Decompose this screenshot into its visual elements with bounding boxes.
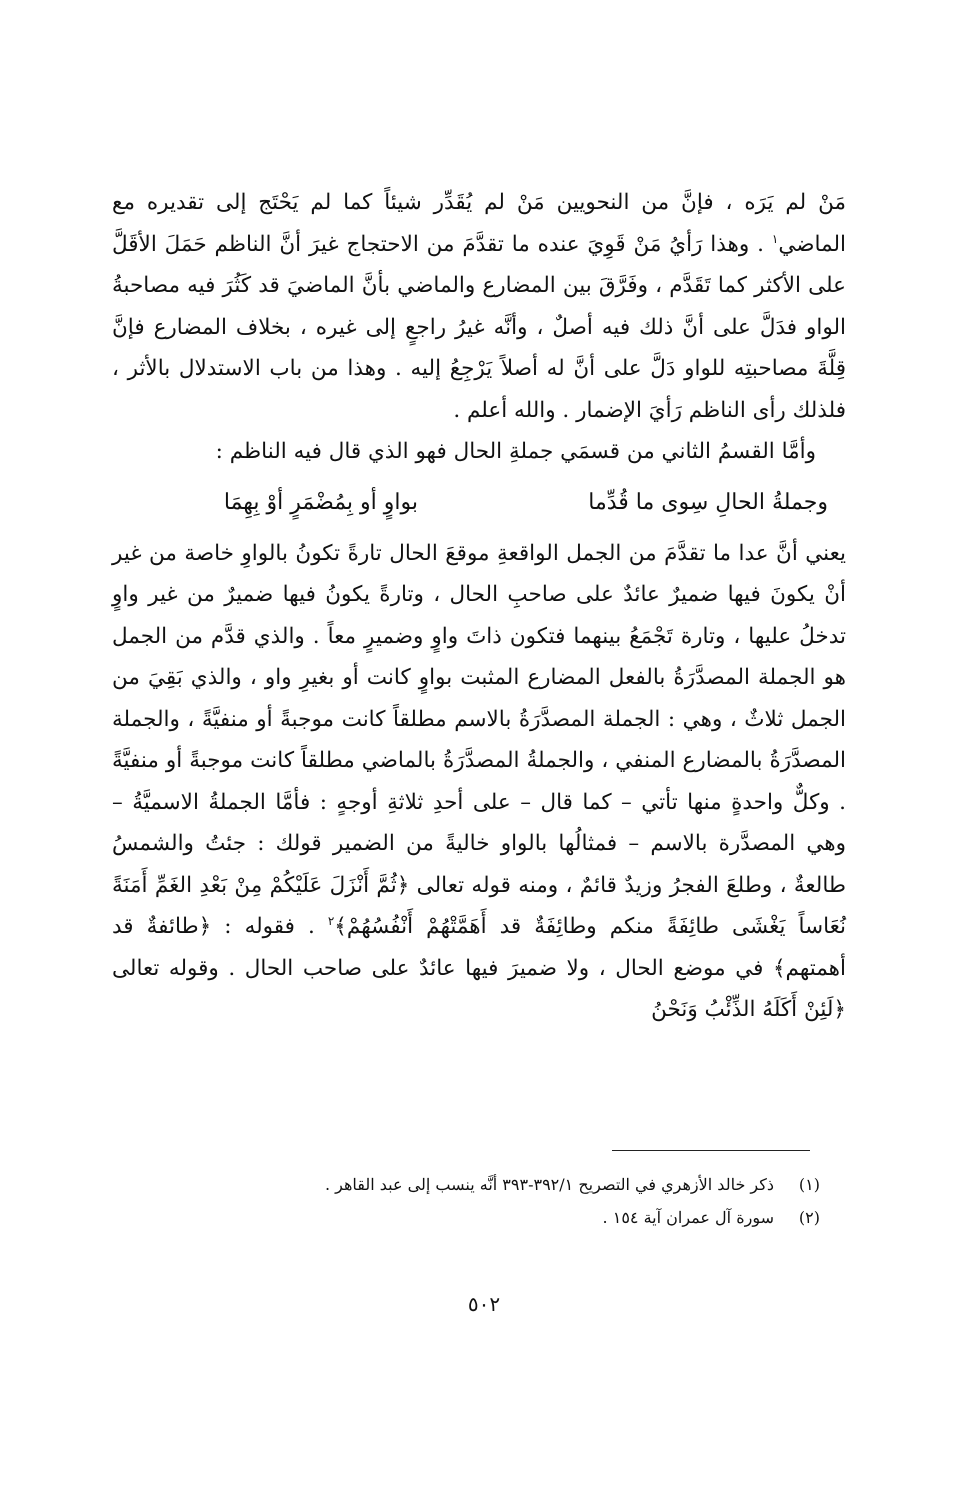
footnote-number: (٢) [798, 1208, 820, 1227]
footnote-1 [120, 1168, 820, 1201]
main-text [112, 182, 846, 1031]
footnote-divider [612, 1150, 810, 1151]
verse-line [112, 473, 846, 533]
footnote-text: سورة آل عمران آية ١٥٤ . [602, 1208, 774, 1227]
footnote-ref-1: ١ [771, 231, 779, 246]
paragraph-1-continued: . وهذا رَأيُ مَنْ قَوِيَ عنده ما تقدَّمَ من الاحتجاج غيرَ أنَّ الناظم حَمَلَ الأقَلَّ على الأكثر كما تَقَدَّم ، وفَرَّقَ بين المضارع والماضي بأنَّ الماضيَ قد كَثُرَ فيه مصاحبةُ الواو فدَلَّ على أنَّ ذلك فيه أصلٌ ، وأنَّه غيرُ راجعٍ إلى غيره ، بخلاف المضارع فإنَّ قِلَّةَ مصاحبتِه للواو دَلَّ على أنَّ له أصلاً يَرْجِعُ إليه . وهذا من باب الاستدلال بالأثر ، فلذلك رأى الناظم رَأيَ الإضمار . والله أعلم . [112, 231, 846, 423]
paragraph-1 [112, 182, 846, 431]
footnotes [120, 1168, 820, 1234]
verse-hemistich-second: بواوٍ أو بِمُضْمَرٍ أوْ بِهِمَا [223, 489, 418, 515]
paragraph-3-continued: . فقوله : ﴿طائفةٌ قد أهمتهم﴾ في موضع الحال ، ولا ضميرَ فيها عائدٌ على صاحب الحال . وقوله تعالى ﴿لَئِنْ أَكَلَهُ الذِّئْبُ وَنَحْنُ [112, 914, 846, 1022]
paragraph-3 [112, 533, 846, 1031]
paragraph-2: وأمَّا القسمُ الثاني من قسمَي جملةِ الحال فهو الذي قال فيه الناظم : [215, 439, 816, 464]
footnote-text: ذكر خالد الأزهري في التصريح ٣٩٢/١-٣٩٣ أنَّه ينسب إلى عبد القاهر . [324, 1175, 774, 1194]
paragraph-3-text: يعني أنَّ عدا ما تقدَّمَ من الجمل الواقعةِ موقعَ الحال تارةً تكونُ بالواوِ خاصة من غير أنْ يكونَ فيها ضميرٌ عائدٌ على صاحبِ الحال ، وتارةً يكونُ فيها ضميرٌ من غير واوٍ تدخلُ عليها ، وتارة تَجْمَعُ بينهما فتكون ذاتَ واوٍ وضميرٍ معاً . والذي قدَّم من الجمل هو الجملة المصدَّرَةُ بالفعل المضارع المثبت بواوٍ كانت أو بغيرِ واو ، والذي بَقِيَ من الجمل ثلاثٌ ، وهي : الجملة المصدَّرَةُ بالاسم مطلقاً كانت موجبةً أو منفيَّةً ، والجملة المصدَّرَةُ بالمضارع المنفي ، والجملةُ المصدَّرَةُ بالماضي مطلقاً كانت موجبةً أو منفيَّةً . وكلٌّ واحدةٍ منها تأتي – كما قال – على أحدِ ثلاثةِ أوجهٍ : فأمَّا الجملةُ الاسميَّةُ – وهي المصدَّرة بالاسم – فمثالُها بالواو خاليةً من الضمير قولك : جئتُ والشمسُ طالعةٌ ، وطلعَ الفجرُ وزيدٌ قائمٌ ، ومنه قوله تعالى ﴿ثُمَّ أَنْزَلَ عَلَيْكُمْ مِنْ بَعْدِ الغَمِّ أَمَنَةً نُعَاساً يَغْشَى طائِفَةً منكم وطائِفَةٌ قد أَهَمَّتْهُمْ أَنْفُسُهُمْ﴾ [112, 540, 846, 939]
footnote-ref-2: ٢ [327, 913, 335, 928]
footnote-2 [120, 1201, 820, 1234]
verse-hemistich-first: وجملةُ الحالِ سِوى ما قُدِّما [588, 489, 828, 515]
page-number: ٥٠٢ [467, 1292, 501, 1316]
paragraph-1-text: مَنْ لم يَرَه ، فإنَّ من النحويين مَنْ لم يُقَدِّر شيئاً كما لم يَحْتَج إلى تقديره مع الماضي [112, 190, 846, 257]
footnote-number: (١) [798, 1175, 820, 1194]
